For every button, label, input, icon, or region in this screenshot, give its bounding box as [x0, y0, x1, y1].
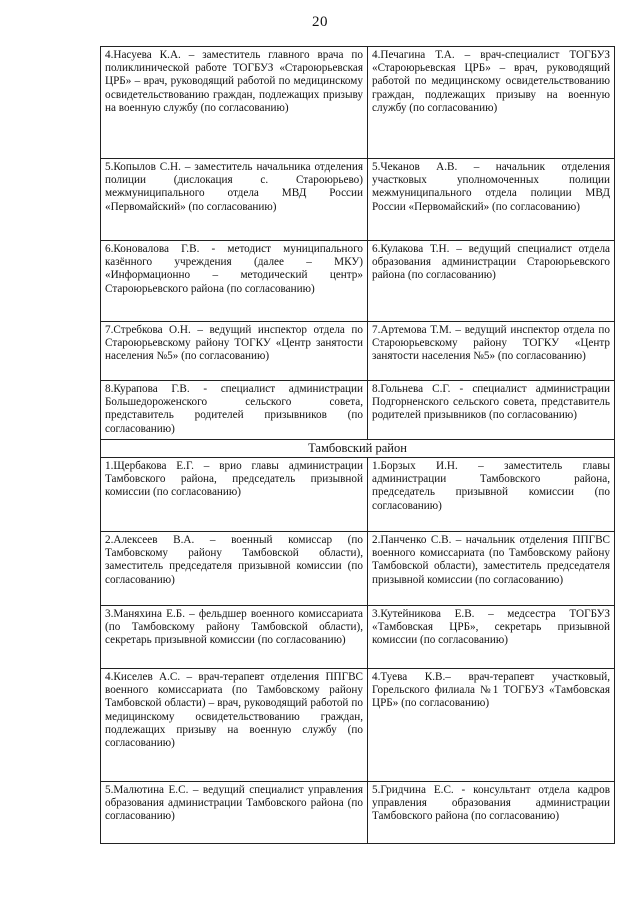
- member-cell-left: 3.Маняхина Е.Б. – фельдшер военного комиссариата (по Тамбовскому району Тамбовской области), секретарь призывной комиссии (по согласованию): [101, 606, 368, 669]
- member-cell-right: 3.Кутейникова Е.В. – медсестра ТОГБУЗ «Тамбовская ЦРБ», секретарь призывной комиссии (по согласованию): [368, 606, 615, 669]
- table-row: [101, 159, 615, 241]
- member-cell-left: 5.Копылов С.Н. – заместитель начальника отделения полиции (дислокация с. Староюрьево) межмуниципального отдела МВД России «Первомайский» (по согласованию): [101, 159, 368, 241]
- member-cell-left: 5.Малютина Е.С. – ведущий специалист управления образования администрации Тамбовского района (по согласованию): [101, 782, 368, 844]
- table-row: [101, 47, 615, 159]
- table-row: [101, 381, 615, 440]
- member-cell-left: 1.Щербакова Е.Г. – врио главы администрации Тамбовского района, председатель призывной комиссии (по согласованию): [101, 458, 368, 532]
- member-cell-left: 7.Стребкова О.Н. – ведущий инспектор отдела по Староюрьевскому району ТОГКУ «Центр занятости населения №5» (по согласованию): [101, 322, 368, 381]
- member-cell-left: 2.Алексеев В.А. – военный комиссар (по Тамбовскому району Тамбовской области), заместитель председателя призывной комиссии (по согласованию): [101, 532, 368, 606]
- member-cell-right: 1.Борзых И.Н. – заместитель главы администрации Тамбовского района, председатель призывной комиссии (по согласованию): [368, 458, 615, 532]
- member-cell-left: 8.Курапова Г.В. - специалист администрации Большедороженского сельского совета, представитель родителей призывников (по согласованию): [101, 381, 368, 440]
- page-number: 20: [312, 14, 328, 30]
- member-cell-right: 5.Чеканов А.В. – начальник отделения участковых уполномоченных полиции межмуниципального отдела полиции МВД России «Первомайский» (по согласованию): [368, 159, 615, 241]
- member-cell-left: 4.Киселев А.С. – врач-терапевт отделения ППГВС военного комиссариата (по Тамбовскому району Тамбовской области) – врач, руководящий работой по медицинскому освидетельствованию граждан, подлежащих призыву на военную службу (по согласованию): [101, 669, 368, 782]
- table-row: [101, 606, 615, 669]
- table-row: [101, 458, 615, 532]
- member-cell-right: 4.Туева К.В.– врач-терапевт участковый, Горельского филиала №1 ТОГБУЗ «Тамбовская ЦРБ» (по согласованию): [368, 669, 615, 782]
- member-cell-right: 8.Гольнева С.Г. - специалист администрации Подгорненского сельского совета, представитель родителей призывников (по согласованию): [368, 381, 615, 440]
- member-cell-right: 5.Гридчина Е.С. - консультант отдела кадров управления образования администрации Тамбовского района (по согласованию): [368, 782, 615, 844]
- table-row: [101, 322, 615, 381]
- table-row: [101, 669, 615, 782]
- table-row: [101, 782, 615, 844]
- member-cell-right: 4.Печагина Т.А. – врач-специалист ТОГБУЗ «Староюрьевская ЦРБ» – врач, руководящий работой по медицинскому освидетельствованию граждан, подлежащих призыву на военную службу (по согласованию): [368, 47, 615, 159]
- section-title: Тамбовский район: [101, 439, 615, 457]
- member-cell-left: 4.Насуева К.А. – заместитель главного врача по поликлинической работе ТОГБУЗ «Староюрьевская ЦРБ» – врач, руководящий работой по медицинскому освидетельствованию граждан, подлежащих призыву на военную службу (по согласованию): [101, 47, 368, 159]
- member-cell-right: 2.Панченко С.В. – начальник отделения ППГВС военного комиссариата (по Тамбовскому району Тамбовской области), заместитель председателя призывной комиссии (по согласованию): [368, 532, 615, 606]
- commission-roster-table: [100, 46, 615, 844]
- table-row: [101, 532, 615, 606]
- member-cell-left: 6.Коновалова Г.В. - методист муниципального казённого учреждения (далее – МКУ) «Информационно – методический центр» Староюрьевского района (по согласованию): [101, 241, 368, 322]
- table-row: [101, 241, 615, 322]
- member-cell-right: 6.Кулакова Т.Н. – ведущий специалист отдела образования администрации Староюрьевского района (по согласованию): [368, 241, 615, 322]
- section-header-row: [101, 439, 615, 457]
- member-cell-right: 7.Артемова Т.М. – ведущий инспектор отдела по Староюрьевскому району ТОГКУ «Центр занятости населения №5» (по согласованию): [368, 322, 615, 381]
